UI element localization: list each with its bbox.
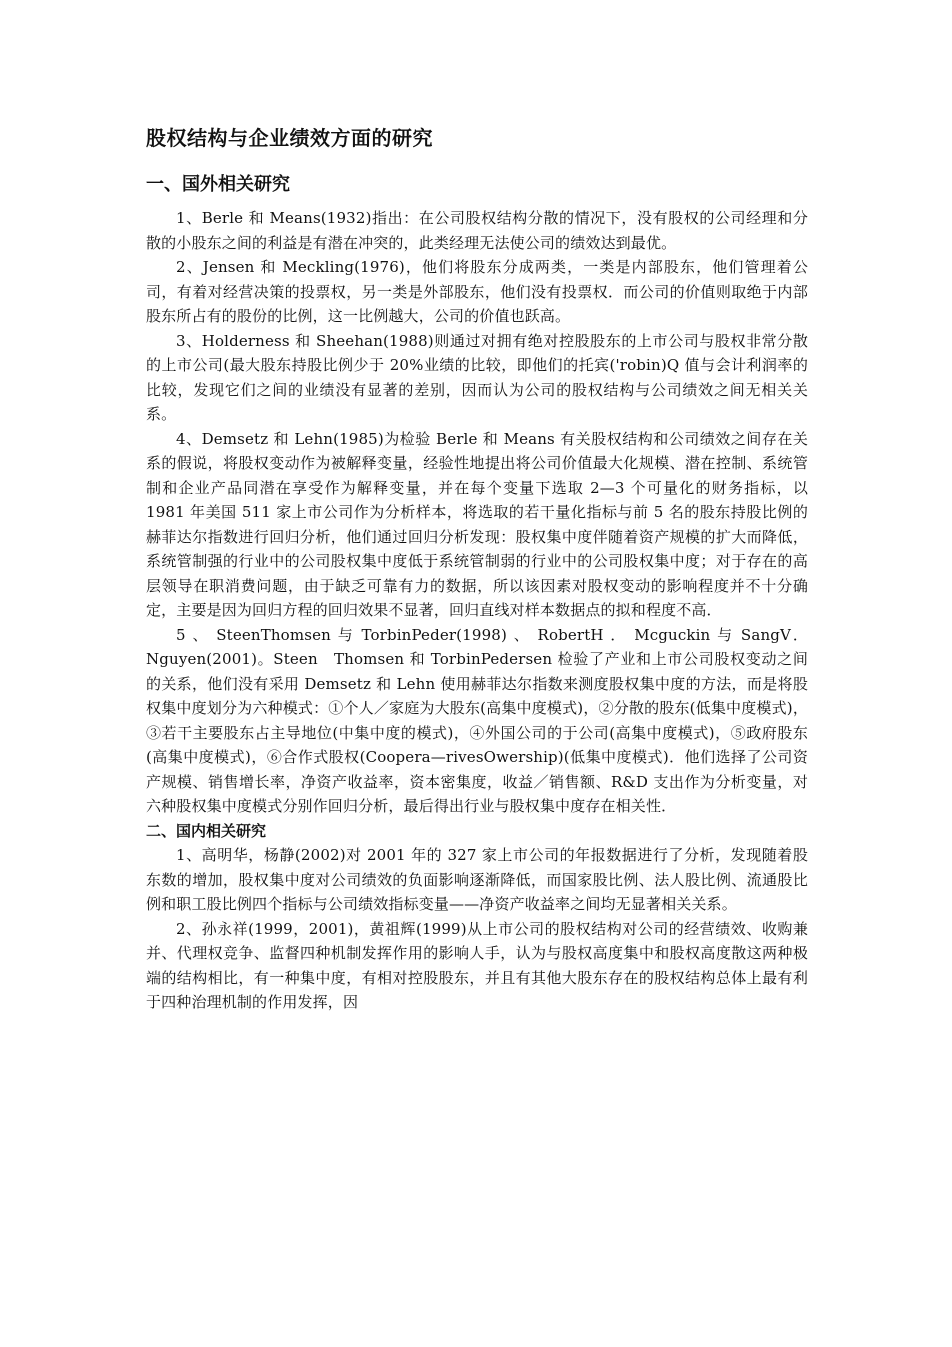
- section-heading-domestic: 二、国内相关研究: [146, 821, 267, 840]
- paragraph-foreign-1: 1、Berle 和 Means(1932)指出：在公司股权结构分散的情况下，没有股权的公司经理和分散的小股东之间的利益是有潜在冲突的，此类经理无法使公司的绩效达到最优。: [146, 209, 808, 252]
- paragraph-foreign-2: 2、Jensen 和 Meckling(1976)，他们将股东分成两类，一类是内部股东，他们管理着公司，有着对经营决策的投票权，另一类是外部股东，他们没有投票权．而公司的价值则取绝于内部股东所占有的股份的比例，这一比例越大，公司的价值也跃高。: [146, 258, 808, 325]
- paragraph-foreign-4: 4、Demsetz 和 Lehn(1985)为检验 Berle 和 Means 有关股权结构和公司绩效之间存在关系的假说，将股权变动作为被解释变量，经验性地提出将公司价值最大化规模、潜在控制、系统管制和企业产品同潜在享受作为解释变量，并在每个变量下选取 2—3 个可量化的财务指标，以 1981 年美国 511 家上市公司作为分析样本，将选取的若干量化指标与前 5 名的股东持股比例的赫菲达尔指数进行回归分析，他们通过回归分析发现：股权集中度伴随着资产规模的扩大而降低，系统管制强的行业中的公司股权集中度低于系统管制弱的行业中的公司股权集中度；对于存在的高层领导在职消费问题，由于缺乏可靠有力的数据，所以该因素对股权变动的影响程度并不十分确定，主要是因为回归方程的回归效果不显著，回归直线对样本数据点的拟和程度不高．: [146, 429, 808, 619]
- document-page: [146, 124, 808, 1015]
- paragraph-foreign-5: 5 、 SteenThomsen 与 TorbinPeder(1998) 、 RobertH ． Mcguckin 与 SangV．Nguyen(2001)。Steen Thomsen 和 TorbinPedersen 检验了产业和上市公司股权变动之间的关系，他们没有采用 Demsetz 和 Lehn 使用赫菲达尔指数来测度股权集中度的方法，而是将股权集中度划分为六种模式：①个人／家庭为大股东(高集中度模式)，②分散的股东(低集中度模式)，③若干主要股东占主导地位(中集中度的模式)，④外国公司的于公司(高集中度模式)，⑤政府股东(高集中度模式)，⑥合作式股权(Coopera—rivesOwership)(低集中度模式)．他们选择了公司资产规模、销售增长率，净资产收益率，资本密集度，收益／销售额、R&D 支出作为分析变量，对六种股权集中度模式分别作回归分析，最后得出行业与股权集中度存在相关性．: [146, 625, 808, 815]
- paragraph-foreign-3: 3、Holderness 和 Sheehan(1988)则通过对拥有绝对控股股东的上市公司与股权非常分散的上市公司(最大股东持股比例少于 20%业绩的比较，即他们的托宾('robin)Q 值与会计利润率的比较，发现它们之间的业绩没有显著的差别，因而认为公司的股权结构与公司绩效之间无相关关系。: [146, 331, 808, 423]
- page-title: 股权结构与企业绩效方面的研究: [146, 126, 433, 150]
- paragraph-domestic-1: 1、高明华，杨静(2002)对 2001 年的 327 家上市公司的年报数据进行了分析，发现随着股东数的增加，股权集中度对公司绩效的负面影响逐渐降低，而国家股比例、法人股比例、流通股比例和职工股比例四个指标与公司绩效指标变量——净资产收益率之间均无显著相关关系。: [146, 846, 808, 913]
- paragraph-domestic-2: 2、孙永祥(1999，2001)，黄祖辉(1999)从上市公司的股权结构对公司的经营绩效、收购兼并、代理权竞争、监督四种机制发挥作用的影响人手，认为与股权高度集中和股权高度散这两种极端的结构相比，有一种集中度，有相对控股股东，并且有其他大股东存在的股权结构总体上最有利于四种治理机制的作用发挥，因: [146, 919, 808, 1011]
- section-heading-foreign: 一、国外相关研究: [146, 174, 290, 195]
